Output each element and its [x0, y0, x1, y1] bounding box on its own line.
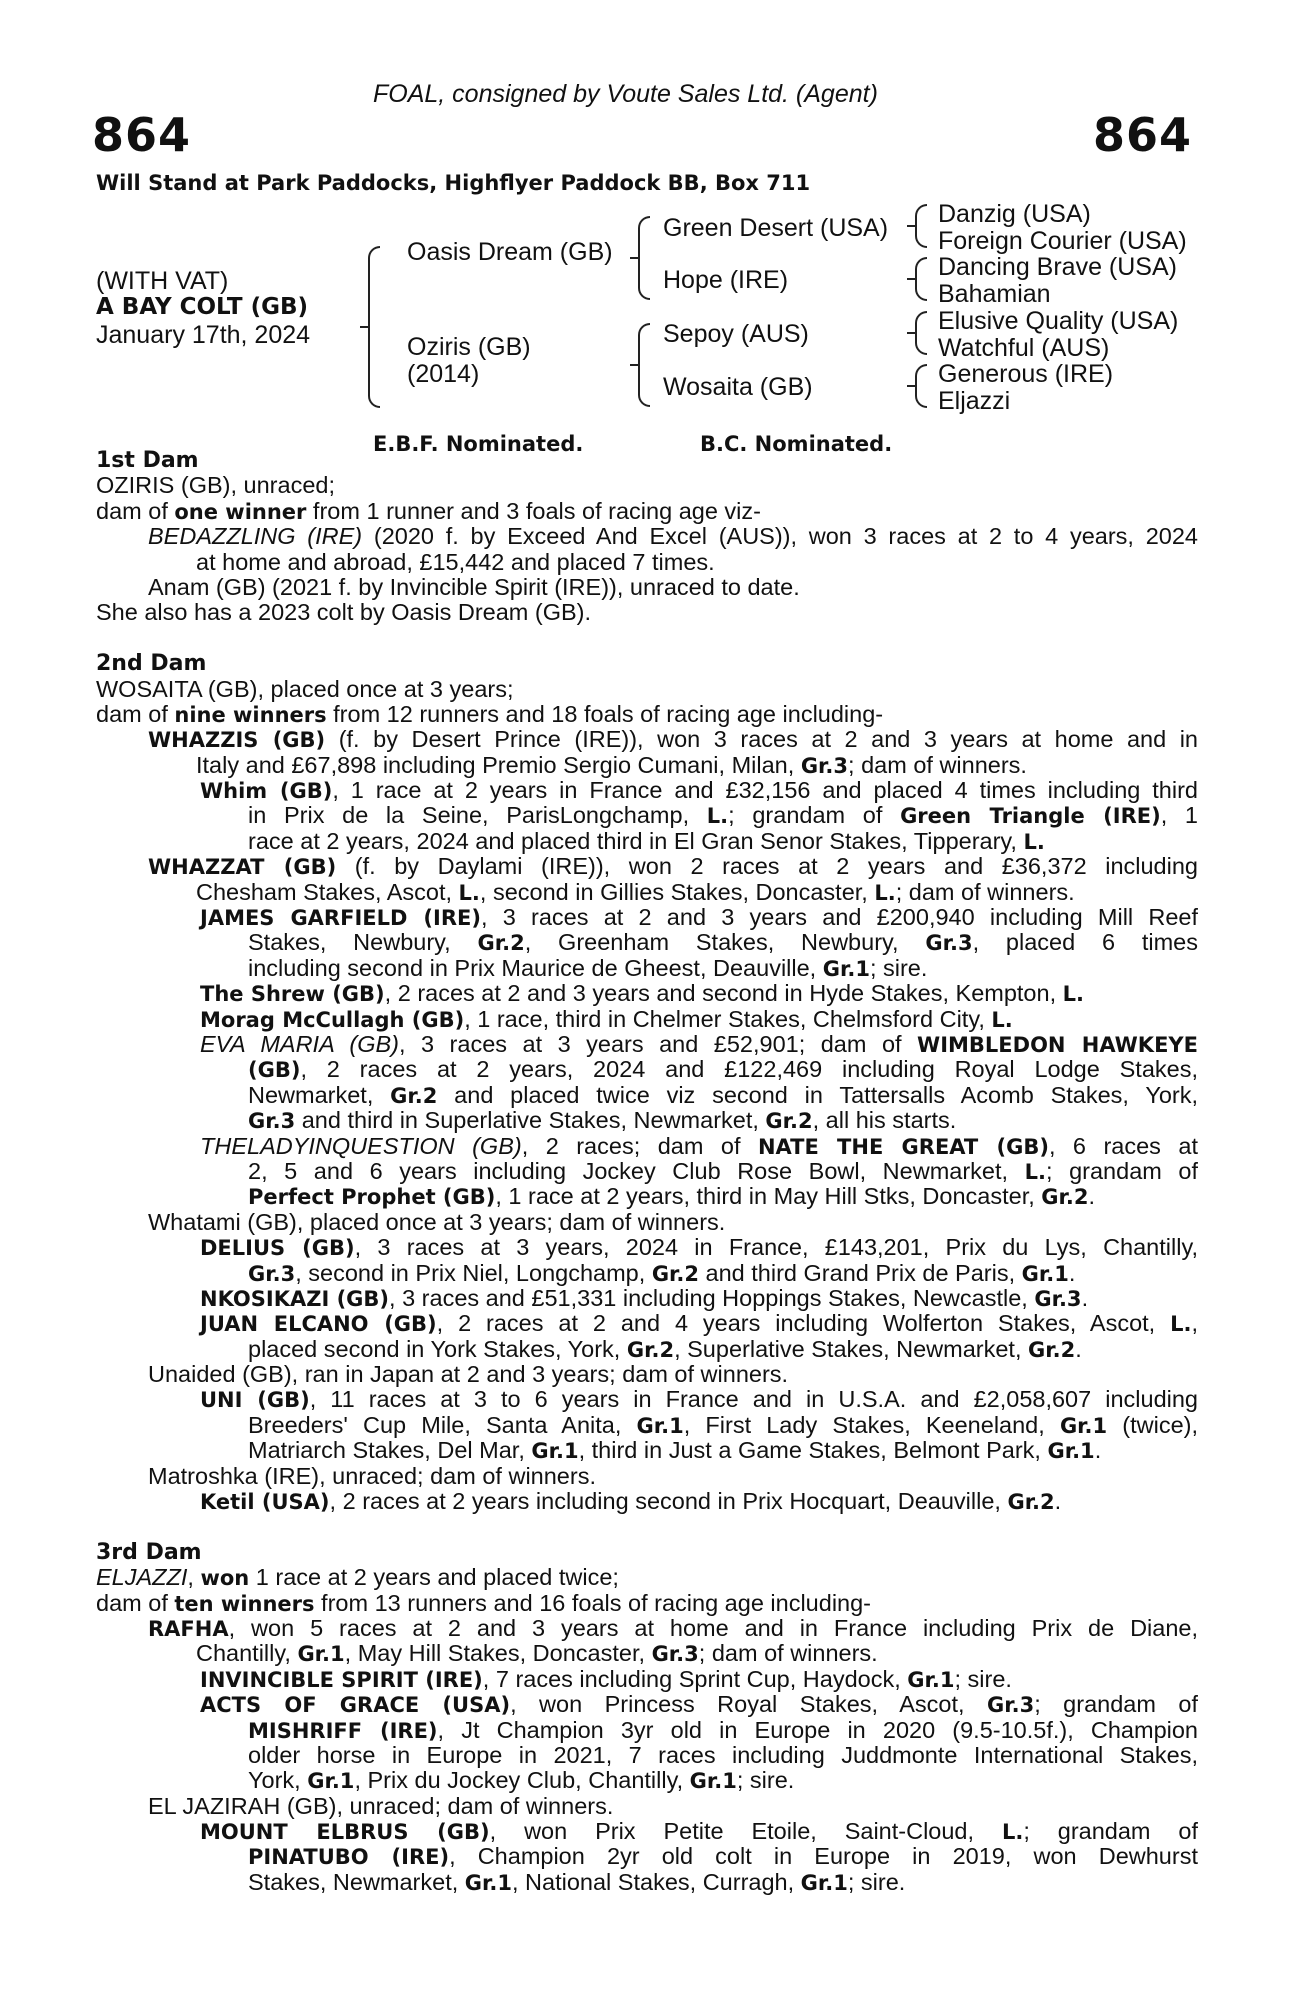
bold-text: L.	[706, 804, 729, 829]
text-run: dam of	[96, 497, 175, 524]
bold-text: ACTS OF GRACE (USA)	[200, 1693, 511, 1718]
bold-text: Gr.1	[464, 1870, 512, 1895]
second-dam-line	[96, 803, 1198, 828]
text-run: from 13 runners and 16 foals of racing age including-	[314, 1589, 872, 1616]
bold-text: Gr.1	[800, 1870, 848, 1895]
bold-text: L.	[1062, 982, 1084, 1007]
text-run: , 2 races at 2 years, 2024 and £122,469 including Royal Lodge Stakes,	[300, 1057, 1198, 1083]
text-run: Italy and £67,898 including Premio Sergio Cumani, Milan,	[196, 751, 801, 778]
second-dam-line: WOSAITA (GB), placed once at 3 years;	[96, 675, 514, 702]
bold-text: Green Triangle (IRE)	[900, 804, 1161, 829]
bold-text: Gr.3	[987, 1693, 1035, 1718]
first-dam-heading: 1st Dam	[96, 448, 199, 473]
text-run: , second in Gillies Stakes, Doncaster,	[479, 878, 875, 905]
bold-text: Gr.2	[477, 931, 525, 956]
bold-text: WHAZZIS (GB)	[148, 728, 326, 753]
second-dam-line	[96, 1184, 1198, 1209]
third-dam-line	[96, 1667, 1198, 1692]
text-run: Chesham Stakes, Ascot,	[196, 878, 459, 905]
bold-text: L.	[1024, 1159, 1046, 1184]
dam-dam: Wosaita (GB)	[663, 373, 813, 401]
text-run: , Prix du Jockey Club, Chantilly,	[354, 1767, 690, 1794]
text-run: , 1 race, third in Chelmer Stakes, Chelmsford City,	[464, 1005, 992, 1032]
bold-text: Gr.1	[907, 1667, 955, 1692]
bold-text: NKOSIKAZI (GB)	[200, 1286, 390, 1311]
pedigree-brace	[638, 216, 650, 300]
text-run: , National Stakes, Curragh,	[512, 1868, 801, 1895]
text-run: from 12 runners and 18 foals of racing age including-	[326, 700, 884, 727]
text-run: dam of	[96, 1589, 175, 1616]
text-run: .	[1088, 1183, 1096, 1210]
second-dam-line	[96, 1311, 1198, 1336]
text-run: , Greenham Stakes, Newbury,	[524, 930, 926, 956]
bold-text: L.	[1023, 829, 1045, 854]
bold-text: Gr.1	[1047, 1439, 1095, 1464]
third-dam-line	[96, 1844, 1198, 1869]
great-grandparent-3: Dancing Brave (USA)	[938, 253, 1177, 281]
second-dam-line	[96, 1387, 1198, 1412]
second-dam-line	[96, 854, 1198, 879]
great-grandparent-1: Danzig (USA)	[938, 200, 1091, 228]
text-run: ; grandam of	[1023, 1819, 1198, 1845]
text-run: , 3 races at 3 years and £52,901; dam of	[398, 1031, 918, 1057]
text-run: , First Lady Stakes, Keeneland,	[683, 1412, 1060, 1438]
great-grandparent-2: Foreign Courier (USA)	[938, 227, 1187, 255]
first-dam-line: OZIRIS (GB), unraced;	[96, 472, 335, 499]
consignor-line: FOAL, consigned by Voute Sales Ltd. (Agent)	[373, 80, 878, 108]
italic-text: EVA MARIA (GB)	[200, 1031, 399, 1057]
bold-text: JUAN ELCANO (GB)	[200, 1312, 437, 1337]
second-dam-line	[96, 1057, 1198, 1082]
bold-text: Gr.2	[1028, 1337, 1076, 1362]
sire-dam: Hope (IRE)	[663, 266, 789, 294]
bold-text: JAMES GARFIELD (IRE)	[200, 906, 481, 931]
bold-text: L.	[1001, 1820, 1024, 1845]
brace-tick	[907, 332, 915, 334]
dam-year: (2014)	[407, 360, 480, 388]
bold-text: Gr.2	[651, 1261, 700, 1286]
text-run: (f. by Desert Prince (IRE)), won 3 races at 2 and 3 years at home and in	[325, 727, 1198, 753]
second-dam-line	[96, 1083, 1198, 1108]
text-run: ; sire.	[954, 1665, 1012, 1692]
bold-text: DELIUS (GB)	[200, 1236, 355, 1261]
third-dam-line	[96, 1768, 1198, 1793]
third-dam-line	[96, 1718, 1198, 1743]
text-run: race at 2 years, 2024 and placed third in El Gran Senor Stakes, Tipperary,	[248, 827, 1024, 854]
bold-text: Gr.2	[1007, 1490, 1055, 1515]
text-run: , second in Prix Niel, Longchamp,	[295, 1259, 652, 1286]
third-dam-heading: 3rd Dam	[96, 1539, 202, 1565]
bold-text: Gr.1	[636, 1413, 684, 1438]
text-run: 1 race at 2 years and placed twice;	[249, 1564, 619, 1591]
text-run: (f. by Daylami (IRE)), won 2 races at 2 years and £36,372 including	[336, 854, 1198, 880]
pedigree-brace	[915, 364, 927, 408]
sire-sire: Green Desert (USA)	[663, 214, 889, 242]
bold-text: L.	[991, 1007, 1013, 1032]
text-run: Newmarket,	[248, 1082, 391, 1108]
bold-text: L.	[874, 880, 896, 905]
text-run: .	[1068, 1259, 1076, 1286]
great-grandparent-8: Eljazzi	[938, 387, 1011, 415]
text-run: , May Hill Stakes, Doncaster,	[344, 1640, 652, 1667]
brace-tick	[907, 225, 915, 227]
pedigree-brace	[915, 311, 927, 355]
second-dam-line	[96, 1134, 1198, 1159]
text-run: .	[1054, 1488, 1062, 1515]
text-run: ; grandam of	[728, 803, 901, 829]
text-run: , 1 race at 2 years, third in May Hill Stks, Doncaster,	[495, 1183, 1042, 1210]
text-run: ; dam of winners.	[895, 878, 1075, 905]
italic-text: BEDAZZLING (IRE)	[148, 524, 363, 550]
second-dam-heading: 2nd Dam	[96, 651, 207, 677]
text-run: Chantilly,	[196, 1640, 298, 1667]
text-run: ; grandam of	[1045, 1158, 1198, 1184]
bold-text: Gr.2	[390, 1083, 438, 1108]
pedigree-brace	[368, 246, 380, 408]
first-dam-line: She also has a 2023 colt by Oasis Dream (GB).	[96, 599, 592, 626]
first-dam-line: Anam (GB) (2021 f. by Invincible Spirit (IRE)), unraced to date.	[148, 573, 800, 600]
pedigree-brace	[638, 323, 650, 407]
second-dam-line	[96, 1108, 1198, 1133]
bold-text: Gr.3	[248, 1109, 296, 1134]
text-run: and third Grand Prix de Paris,	[699, 1259, 1022, 1286]
second-dam-line: Whatami (GB), placed once at 3 years; dam of winners.	[148, 1208, 726, 1235]
lot-number-right: 864	[1093, 108, 1193, 162]
text-run: , Jt Champion 3yr old in Europe in 2020 (9.5-10.5f.), Champion	[437, 1717, 1198, 1743]
pedigree-brace	[915, 204, 927, 248]
bold-text: ten winners	[174, 1591, 315, 1616]
text-run: , 2 races; dam of	[521, 1133, 758, 1159]
bold-text: Morag McCullagh (GB)	[200, 1007, 465, 1032]
bold-text: NATE THE GREAT (GB)	[757, 1134, 1049, 1159]
text-run: ; sire.	[847, 1868, 906, 1895]
sire: Oasis Dream (GB)	[407, 238, 613, 266]
text-run: and placed twice viz second in Tattersalls Acomb Stakes, York,	[437, 1082, 1198, 1108]
dam: Oziris (GB)	[407, 333, 531, 361]
text-run: and third in Superlative Stakes, Newmarket,	[295, 1107, 766, 1134]
second-dam-line	[96, 1235, 1198, 1260]
horse-name: A BAY COLT (GB)	[96, 294, 309, 320]
text-run: .	[1081, 1284, 1089, 1311]
bold-text: Gr.3	[925, 931, 973, 956]
text-run: ; sire.	[736, 1767, 795, 1794]
text-run: , Superlative Stakes, Newmarket,	[674, 1335, 1029, 1362]
bold-text: Perfect Prophet (GB)	[248, 1185, 496, 1210]
second-dam-line	[96, 880, 1198, 905]
great-grandparent-5: Elusive Quality (USA)	[938, 307, 1179, 335]
text-run: in Prix de la Seine, ParisLongchamp,	[248, 803, 707, 829]
text-run: , Champion 2yr old colt in Europe in 2019, won Dewhurst	[449, 1844, 1198, 1870]
dam-sire: Sepoy (AUS)	[663, 320, 809, 348]
second-dam-line	[96, 727, 1198, 752]
bold-text: Gr.2	[626, 1337, 675, 1362]
bold-text: WHAZZAT (GB)	[148, 855, 337, 880]
text-run: , 3 races and £51,331 including Hoppings Stakes, Newcastle,	[389, 1284, 1035, 1311]
great-grandparent-7: Generous (IRE)	[938, 360, 1114, 388]
text-run: , 11 races at 3 to 6 years in France and in U.S.A. and £2,058,607 including	[309, 1387, 1198, 1413]
second-dam-line	[96, 1032, 1198, 1057]
text-run: (twice),	[1107, 1412, 1198, 1438]
bold-text: Gr.1	[1021, 1261, 1069, 1286]
second-dam-line	[96, 778, 1198, 803]
second-dam-line	[96, 1489, 1198, 1514]
first-dam-line: at home and abroad, £15,442 and placed 7 times.	[196, 548, 715, 575]
text-run: York,	[248, 1767, 308, 1794]
text-run: , 6 races at	[1048, 1133, 1198, 1159]
great-grandparent-6: Watchful (AUS)	[938, 334, 1110, 362]
second-dam-line: Matroshka (IRE), unraced; dam of winners.	[148, 1462, 596, 1489]
text-run: 2, 5 and 6 years including Jockey Club Rose Bowl, Newmarket,	[248, 1158, 1025, 1184]
second-dam-line	[96, 1413, 1198, 1438]
text-run: .	[1094, 1437, 1102, 1464]
brace-tick	[630, 257, 638, 259]
text-run: , third in Just a Game Stakes, Belmont Park,	[578, 1437, 1048, 1464]
text-run: , 1	[1160, 803, 1198, 829]
brace-tick	[360, 326, 368, 328]
second-dam-line	[96, 1337, 1198, 1362]
bold-text: nine winners	[174, 702, 327, 727]
text-run: , won 5 races at 2 and 3 years at home and in France including Prix de Diane,	[228, 1615, 1198, 1641]
second-dam-line	[96, 702, 1198, 727]
first-dam-line	[96, 524, 1198, 549]
second-dam-line: Unaided (GB), ran in Japan at 2 and 3 years; dam of winners.	[148, 1361, 789, 1388]
bold-text: Gr.2	[1041, 1185, 1089, 1210]
bold-text: MOUNT ELBRUS (GB)	[200, 1820, 490, 1845]
third-dam-line	[96, 1616, 1198, 1641]
text-run: ; dam of winners.	[848, 751, 1027, 778]
foaling-date: January 17th, 2024	[96, 321, 311, 349]
bold-text: UNI (GB)	[200, 1388, 310, 1413]
bold-text: RAFHA	[148, 1616, 229, 1641]
bold-text: Gr.3	[651, 1642, 699, 1667]
text-run: ,	[187, 1564, 201, 1591]
bold-text: Gr.1	[822, 956, 870, 981]
brace-tick	[630, 364, 638, 366]
bold-text: MISHRIFF (IRE)	[248, 1718, 438, 1743]
second-dam-line	[96, 1261, 1198, 1286]
first-dam-line	[96, 499, 1198, 524]
third-dam-line	[96, 1641, 1198, 1666]
great-grandparent-4: Bahamian	[938, 280, 1051, 308]
bold-text: PINATUBO (IRE)	[248, 1845, 450, 1870]
catalogue-body	[96, 448, 1198, 1895]
text-run: Stakes, Newbury,	[248, 930, 478, 956]
text-run: including second in Prix Maurice de Gheest, Deauville,	[248, 954, 823, 981]
text-run: .	[1075, 1335, 1082, 1362]
second-dam-line	[96, 829, 1198, 854]
italic-text: THELADYINQUESTION (GB)	[200, 1133, 522, 1159]
bold-text: The Shrew (GB)	[200, 982, 385, 1007]
text-run: ; dam of winners.	[698, 1640, 878, 1667]
third-dam-line	[96, 1565, 1198, 1590]
text-run: , placed 6 times	[972, 930, 1198, 956]
second-dam-line	[96, 905, 1198, 930]
second-dam-line	[96, 1438, 1198, 1463]
text-run: placed second in York Stakes, York,	[248, 1335, 627, 1362]
second-dam-line	[96, 930, 1198, 955]
text-run: Matriarch Stakes, Del Mar,	[248, 1437, 532, 1464]
text-run: dam of	[96, 700, 175, 727]
text-run: , 1 race at 2 years in France and £32,156 and placed 4 times including third	[332, 778, 1198, 804]
brace-tick	[907, 278, 915, 280]
text-run: Stakes, Newmarket,	[248, 1868, 465, 1895]
text-run: , 2 races at 2 and 3 years and second in Hyde Stakes, Kempton,	[384, 980, 1063, 1007]
text-run: , 3 races at 3 years, 2024 in France, £143,201, Prix du Lys, Chantilly,	[354, 1235, 1198, 1261]
bold-text: Gr.3	[248, 1261, 296, 1286]
bold-text: won	[200, 1566, 250, 1591]
bold-text: Ketil (USA)	[200, 1490, 330, 1515]
second-dam-line	[96, 981, 1198, 1006]
second-dam-line	[96, 956, 1198, 981]
bold-text: WIMBLEDON HAWKEYE	[917, 1032, 1198, 1057]
bold-text: one winner	[174, 499, 307, 524]
bold-text: Gr.3	[1034, 1286, 1082, 1311]
text-run: (2020 f. by Exceed And Excel (AUS)), won 3 races at 2 to 4 years, 2024	[362, 524, 1198, 550]
bold-text: INVINCIBLE SPIRIT (IRE)	[200, 1667, 483, 1692]
text-run: , won Prix Petite Etoile, Saint-Cloud,	[489, 1819, 1002, 1845]
text-run: ; sire.	[869, 954, 928, 981]
bold-text: Gr.3	[800, 753, 849, 778]
bold-text: Gr.1	[307, 1769, 355, 1794]
text-run: , 2 races at 2 and 4 years including Wolferton Stakes, Ascot,	[436, 1311, 1171, 1337]
vat-note: (WITH VAT)	[96, 267, 229, 295]
bold-text: Gr.2	[765, 1109, 813, 1134]
third-dam-line	[96, 1870, 1198, 1895]
bold-text: Gr.1	[297, 1642, 345, 1667]
lot-number-left: 864	[92, 108, 192, 162]
pedigree-brace	[915, 257, 927, 301]
text-run: , 7 races including Sprint Cup, Haydock,	[482, 1665, 908, 1692]
text-run: , all his starts.	[812, 1107, 957, 1134]
bold-text: L.	[458, 880, 480, 905]
text-run: , won Princess Royal Stakes, Ascot,	[510, 1692, 987, 1718]
ebf-nomination: E.B.F. Nominated.	[373, 432, 584, 456]
third-dam-line	[96, 1591, 1198, 1616]
second-dam-line	[96, 1159, 1198, 1184]
text-run: , 3 races at 2 and 3 years and £200,940 including Mill Reef	[480, 905, 1198, 931]
third-dam-line	[96, 1692, 1198, 1717]
bold-text: Gr.1	[531, 1439, 579, 1464]
text-run: ,	[1191, 1311, 1198, 1337]
bold-text: Whim (GB)	[200, 779, 333, 804]
brace-tick	[907, 385, 915, 387]
third-dam-line	[96, 1819, 1198, 1844]
third-dam-line: EL JAZIRAH (GB), unraced; dam of winners.	[148, 1792, 614, 1819]
bold-text: Gr.1	[1059, 1413, 1108, 1438]
text-run: Breeders' Cup Mile, Santa Anita,	[248, 1412, 637, 1438]
text-run: ; grandam of	[1034, 1692, 1198, 1718]
bold-text: L.	[1170, 1312, 1192, 1337]
bold-text: Gr.1	[689, 1769, 737, 1794]
italic-text: ELJAZZI	[96, 1564, 188, 1591]
text-run: from 1 runner and 3 foals of racing age viz-	[306, 497, 761, 524]
text-run: , 2 races at 2 years including second in Prix Hocquart, Deauville,	[329, 1488, 1008, 1515]
second-dam-line	[96, 1286, 1198, 1311]
third-dam-line: older horse in Europe in 2021, 7 races including Juddmonte International Stakes,	[248, 1742, 1198, 1768]
second-dam-line	[96, 1007, 1198, 1032]
bc-nomination: B.C. Nominated.	[700, 432, 893, 456]
second-dam-line	[96, 753, 1198, 778]
stand-location: Will Stand at Park Paddocks, Highflyer Paddock BB, Box 711	[96, 171, 811, 195]
bold-text: (GB)	[248, 1058, 301, 1083]
